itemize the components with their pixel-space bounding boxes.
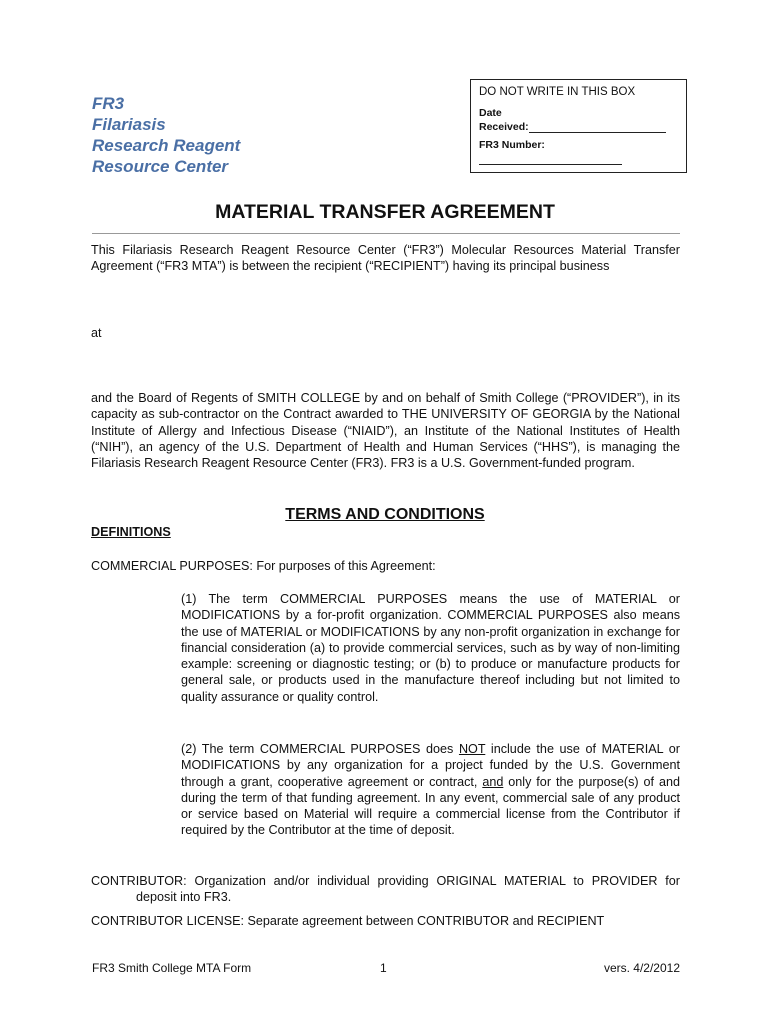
parties-paragraph: and the Board of Regents of SMITH COLLEGE by and on behalf of Smith College (“PROVIDER”), in its capacity as sub-contractor on the Contract awarded to THE UNIVERSITY OF GEORGIA by the National Institute of Allergy and Infectious Disease (“NIAID”), an Institute of the National Institutes of Health (“NIH”), an agency of the U.S. Department of Health and Human Services (“HHS”), is managing the Filariasis Research Reagent Resource Center (FR3). FR3 is a U.S. Government-funded program. [91, 391, 680, 471]
contributor-license-definition: CONTRIBUTOR LICENSE: Separate agreement between CONTRIBUTOR and RECIPIENT [91, 914, 605, 928]
org-line-4: Resource Center [92, 157, 229, 176]
received-line [529, 121, 666, 133]
date-label: Date [479, 107, 502, 119]
org-name [92, 93, 240, 177]
contributor-definition: CONTRIBUTOR: Organization and/or individual providing ORIGINAL MATERIAL to PROVIDER for deposit into FR3. [91, 874, 680, 905]
clause-2-and: and [482, 774, 504, 789]
commercial-purposes-intro: COMMERCIAL PURPOSES: For purposes of this Agreement: [91, 559, 436, 573]
footer-page-number: 1 [380, 961, 387, 975]
definitions-heading: DEFINITIONS [91, 525, 171, 539]
clause-1: (1) The term COMMERCIAL PURPOSES means the use of MATERIAL or MODIFICATIONS by a for-profit organization. COMMERCIAL PURPOSES also means the use of MATERIAL or MODIFICATIONS by any non-profit organization in exchange for financial consideration (a) to provide commercial services, such as by way of non-limiting example: screening or diagnostic testing; or (b) to produce or manufacture products for general sale, or products used in the manufacture thereof including but not limited to quality assurance or quality control. [181, 592, 680, 704]
office-use-box [470, 79, 687, 173]
clause-2-part-b: include the use of MATERIAL or MODIFICATIONS by any organization for a project funded by the U.S. Government through a grant, cooperative agreement or contract, [181, 742, 680, 789]
fr3-number-line[interactable] [479, 153, 622, 165]
office-box-header: DO NOT WRITE IN THIS BOX [479, 86, 636, 98]
received-label: Received: [479, 121, 529, 133]
org-line-3: Research Reagent [92, 136, 241, 155]
org-line-2: Filariasis [92, 115, 166, 134]
terms-heading: TERMS AND CONDITIONS [285, 506, 485, 523]
title-divider [92, 233, 680, 234]
at-label: at [91, 326, 102, 340]
document-title: MATERIAL TRANSFER AGREEMENT [215, 201, 555, 223]
fr3-number-label: FR3 Number: [479, 139, 545, 151]
footer-version: vers. 4/2/2012 [603, 961, 680, 975]
intro-paragraph: This Filariasis Research Reagent Resource Center (“FR3”) Molecular Resources Material Transfer Agreement (“FR3 MTA”) is between the recipient (“RECIPIENT”) having its principal business [91, 243, 680, 274]
clause-2-part-c: only for the purpose(s) of and during the term of that funding agreement. In any event, commercial sale of any product or service based on Material will require a commercial license from the Contributor if required by the Contributor at the time of deposit. [181, 774, 680, 838]
clause-2-not: NOT [458, 742, 486, 756]
footer-form-name: FR3 Smith College MTA Form [92, 961, 252, 975]
received-field[interactable] [479, 121, 666, 133]
clause-2-part-a: (2) The term COMMERCIAL PURPOSES does [181, 742, 459, 756]
org-line-1: FR3 [92, 94, 125, 113]
clause-2 [181, 741, 680, 839]
